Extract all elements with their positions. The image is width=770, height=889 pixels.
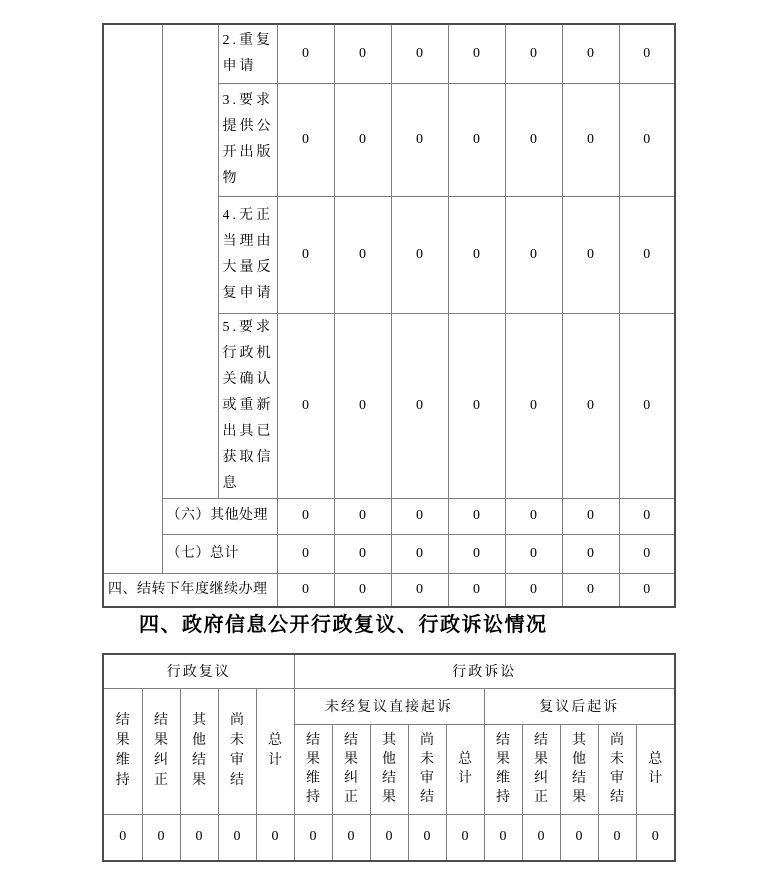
- cell-value: 0: [619, 498, 675, 534]
- cell-value: 0: [277, 83, 334, 196]
- merged-category-cell: [103, 24, 162, 573]
- cell-value: 0: [391, 573, 448, 607]
- cell-value: 0: [256, 814, 294, 861]
- cell-value: 0: [277, 196, 334, 313]
- table-row: [103, 534, 675, 573]
- row-label: 4.无正当理由大量反复申请: [218, 196, 277, 313]
- cell-value: 0: [562, 498, 619, 534]
- column-header: 结果维持: [484, 724, 522, 814]
- cell-value: 0: [448, 498, 505, 534]
- direct-suit-subgroup-header: 未经复议直接起诉: [294, 688, 484, 724]
- table-row: [103, 24, 675, 83]
- cell-value: 0: [103, 814, 142, 861]
- cell-value: 0: [619, 196, 675, 313]
- review-group-header: 行政复议: [103, 654, 294, 688]
- cell-value: 0: [334, 83, 391, 196]
- row-label: 2.重复申请: [218, 24, 277, 83]
- cell-value: 0: [334, 498, 391, 534]
- cell-value: 0: [598, 814, 636, 861]
- after-review-suit-subgroup-header: 复议后起诉: [484, 688, 675, 724]
- cell-value: 0: [448, 196, 505, 313]
- cell-value: 0: [619, 573, 675, 607]
- cell-value: 0: [370, 814, 408, 861]
- cell-value: 0: [334, 196, 391, 313]
- cell-value: 0: [448, 83, 505, 196]
- column-header: 其他结果: [370, 724, 408, 814]
- column-header: 尚未审结: [598, 724, 636, 814]
- cell-value: 0: [277, 498, 334, 534]
- review-litigation-table: [102, 653, 676, 862]
- cell-value: 0: [505, 498, 562, 534]
- cell-value: 0: [505, 83, 562, 196]
- column-header: 其他结果: [180, 688, 218, 814]
- cell-value: 0: [277, 24, 334, 83]
- litigation-group-header: 行政诉讼: [294, 654, 675, 688]
- cell-value: 0: [446, 814, 484, 861]
- cell-value: 0: [180, 814, 218, 861]
- column-header: 总计: [636, 724, 675, 814]
- row-label: 5.要求行政机关确认或重新出具已获取信息: [218, 313, 277, 498]
- cell-value: 0: [391, 83, 448, 196]
- cell-value: 0: [391, 196, 448, 313]
- application-processing-table: [102, 23, 676, 608]
- cell-value: 0: [334, 534, 391, 573]
- cell-value: 0: [619, 313, 675, 498]
- row-label: （七）总计: [162, 534, 277, 573]
- cell-value: 0: [391, 534, 448, 573]
- cell-value: 0: [448, 24, 505, 83]
- cell-value: 0: [560, 814, 598, 861]
- cell-value: 0: [448, 534, 505, 573]
- table-header-row: [103, 654, 675, 688]
- cell-value: 0: [562, 196, 619, 313]
- cell-value: 0: [218, 814, 256, 861]
- cell-value: 0: [334, 24, 391, 83]
- column-header: 结果纠正: [142, 688, 180, 814]
- column-header: 结果纠正: [332, 724, 370, 814]
- row-label: 四、结转下年度继续办理: [103, 573, 277, 607]
- cell-value: 0: [619, 83, 675, 196]
- cell-value: 0: [142, 814, 180, 861]
- cell-value: 0: [334, 573, 391, 607]
- column-header: 总计: [446, 724, 484, 814]
- cell-value: 0: [408, 814, 446, 861]
- cell-value: 0: [484, 814, 522, 861]
- cell-value: 0: [277, 534, 334, 573]
- cell-value: 0: [562, 313, 619, 498]
- table-row: [103, 573, 675, 607]
- cell-value: 0: [505, 573, 562, 607]
- cell-value: 0: [448, 573, 505, 607]
- cell-value: 0: [562, 83, 619, 196]
- cell-value: 0: [505, 313, 562, 498]
- column-header: 结果维持: [294, 724, 332, 814]
- table-header-row: [103, 688, 675, 724]
- cell-value: 0: [448, 313, 505, 498]
- cell-value: 0: [522, 814, 560, 861]
- cell-value: 0: [391, 24, 448, 83]
- table-row: [103, 498, 675, 534]
- cell-value: 0: [505, 534, 562, 573]
- cell-value: 0: [562, 24, 619, 83]
- cell-value: 0: [636, 814, 675, 861]
- cell-value: 0: [334, 313, 391, 498]
- cell-value: 0: [294, 814, 332, 861]
- row-label: （六）其他处理: [162, 498, 277, 534]
- cell-value: 0: [562, 534, 619, 573]
- column-header: 尚未审结: [218, 688, 256, 814]
- cell-value: 0: [505, 24, 562, 83]
- cell-value: 0: [277, 313, 334, 498]
- cell-value: 0: [391, 498, 448, 534]
- cell-value: 0: [391, 313, 448, 498]
- cell-value: 0: [332, 814, 370, 861]
- cell-value: 0: [505, 196, 562, 313]
- section-heading: 四、政府信息公开行政复议、行政诉讼情况: [139, 614, 548, 636]
- column-header: 结果维持: [103, 688, 142, 814]
- merged-subcategory-cell: [162, 24, 218, 498]
- cell-value: 0: [619, 534, 675, 573]
- cell-value: 0: [619, 24, 675, 83]
- cell-value: 0: [562, 573, 619, 607]
- column-header: 尚未审结: [408, 724, 446, 814]
- cell-value: 0: [277, 573, 334, 607]
- column-header: 总计: [256, 688, 294, 814]
- column-header: 结果纠正: [522, 724, 560, 814]
- row-label: 3.要求提供公开出版物: [218, 83, 277, 196]
- column-header: 其他结果: [560, 724, 598, 814]
- table-data-row: [103, 814, 675, 861]
